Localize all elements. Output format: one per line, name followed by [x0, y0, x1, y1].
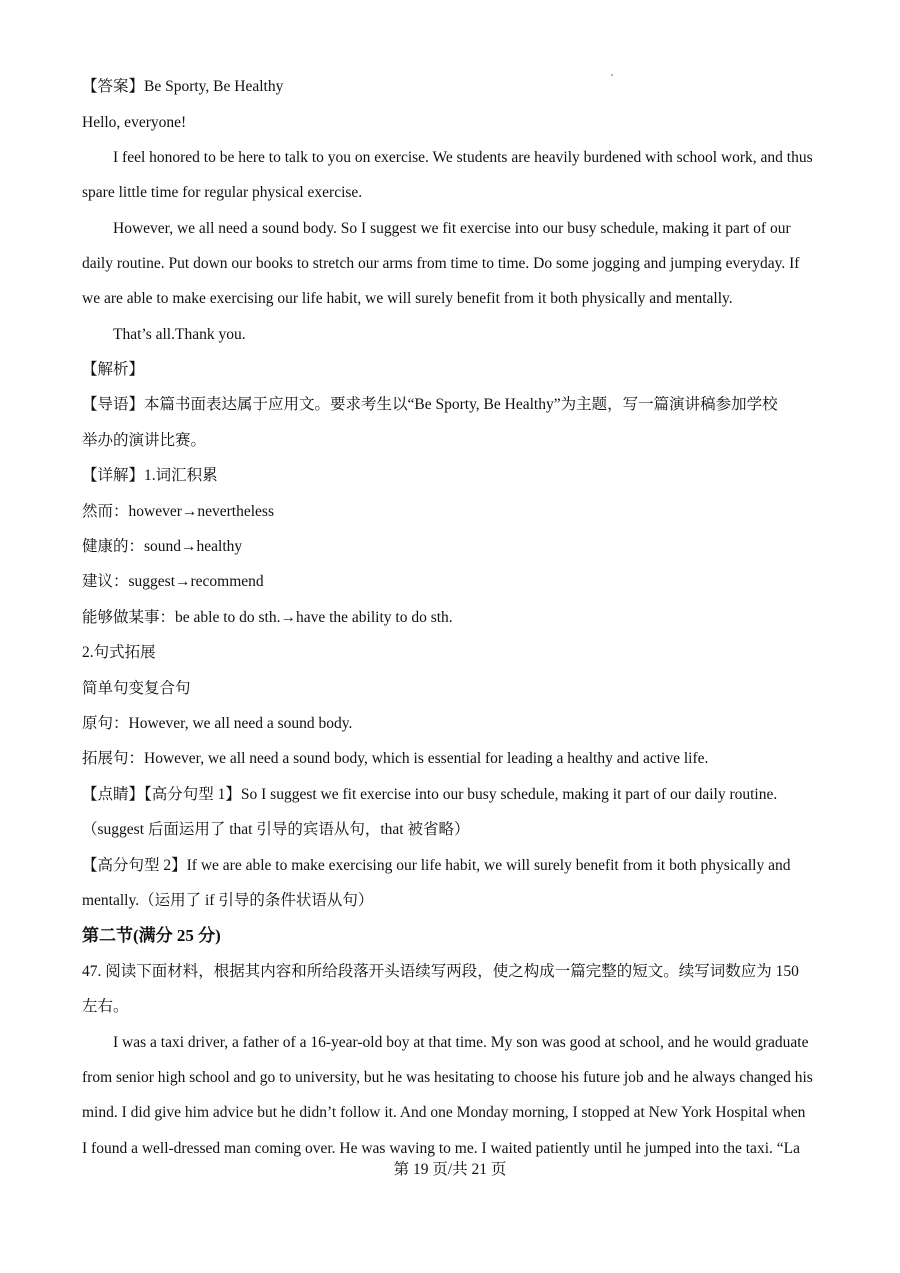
story-line: I was a taxi driver, a father of a 16-year-old boy at that time. My son was good at school, and he would graduate: [113, 1034, 809, 1051]
essay-line: However, we all need a sound body. So I suggest we fit exercise into our busy schedule, making it part of our: [113, 220, 791, 237]
details-heading: 【详解】1.词汇积累: [82, 467, 218, 484]
sentence-expansion-subheading: 简单句变复合句: [82, 680, 191, 697]
highlight-sentence-1: 【点睛】【高分句型 1】So I suggest we fit exercise into our busy schedule, making it part of our daily routine.: [82, 786, 778, 803]
sentence-expansion-heading: 2.句式拓展: [82, 644, 156, 661]
guide-text: 【导语】本篇书面表达属于应用文。要求考生以“Be Sporty, Be Healthy”为主题，写一篇演讲稿参加学校: [82, 396, 778, 413]
story-line: from senior high school and go to university, but he was hesitating to choose his future job and he always changed his: [82, 1069, 813, 1086]
vocab-item: 能够做某事：be able to do sth.→have the ability to do sth.: [82, 609, 453, 626]
essay-closing: That’s all.Thank you.: [113, 326, 246, 343]
scan-speck: [611, 74, 613, 76]
question-prompt: 左右。: [82, 998, 129, 1015]
story-line: mind. I did give him advice but he didn’t follow it. And one Monday morning, I stopped at New York Hospital when: [82, 1104, 806, 1121]
essay-line: I feel honored to be here to talk to you on exercise. We students are heavily burdened with school work, and thus: [113, 149, 813, 166]
analysis-label: 【解析】: [82, 361, 145, 378]
answer-title: 【答案】Be Sporty, Be Healthy: [82, 78, 284, 95]
essay-line: daily routine. Put down our books to stretch our arms from time to time. Do some jogging and jumping everyday. If: [82, 255, 800, 272]
question-prompt: 47. 阅读下面材料，根据其内容和所给段落开头语续写两段，使之构成一篇完整的短文。续写词数应为 150: [82, 963, 799, 980]
section-heading: 第二节(满分 25 分): [82, 926, 221, 945]
highlight-note-2: mentally.（运用了 if 引导的条件状语从句）: [82, 892, 374, 909]
essay-line: spare little time for regular physical exercise.: [82, 184, 363, 201]
greeting: Hello, everyone!: [82, 114, 187, 131]
vocab-item: 健康的：sound→healthy: [82, 538, 243, 555]
original-sentence: 原句：However, we all need a sound body.: [82, 715, 353, 732]
highlight-note-1: （suggest 后面运用了 that 引导的宾语从句，that 被省略）: [82, 821, 470, 838]
vocab-item: 建议：suggest→recommend: [82, 573, 264, 590]
story-line: I found a well-dressed man coming over. He was waving to me. I waited patiently until he jumped into the taxi. “La: [82, 1140, 800, 1157]
vocab-item: 然而：however→nevertheless: [82, 503, 274, 520]
essay-line: we are able to make exercising our life habit, we will surely benefit from it both physically and mentally.: [82, 290, 733, 307]
guide-text: 举办的演讲比赛。: [82, 432, 207, 449]
highlight-sentence-2: 【高分句型 2】If we are able to make exercising our life habit, we will surely benefit from it both physically and: [82, 857, 791, 874]
expanded-sentence: 拓展句：However, we all need a sound body, which is essential for leading a healthy and active life.: [82, 750, 709, 767]
page-number: 第 19 页/共 21 页: [393, 1161, 507, 1178]
